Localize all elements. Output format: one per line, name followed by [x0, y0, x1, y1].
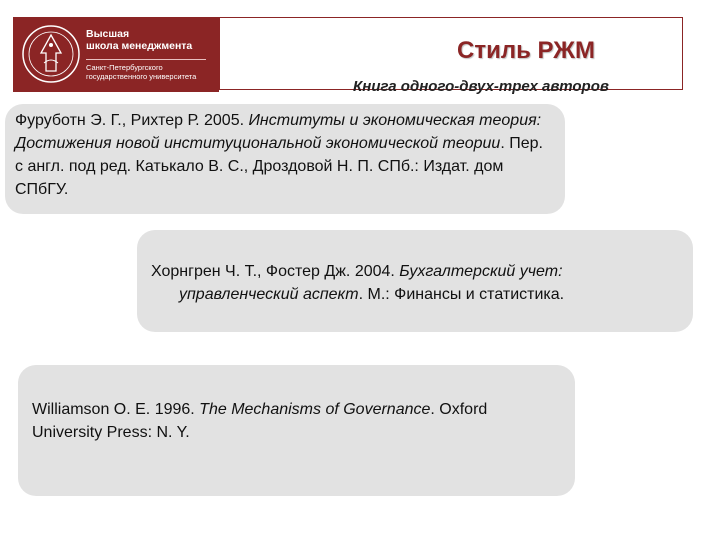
logo-sub-2: государственного университета — [86, 72, 197, 81]
reference-rest: . Пер. с англ. под ред. Катькало В. С., Дроздовой Н. П. СПб.: Издат. дом СПбГУ. — [15, 135, 543, 198]
university-emblem-icon — [20, 23, 82, 85]
header — [219, 17, 683, 95]
reference-card-3 — [18, 365, 575, 496]
reference-card-2 — [137, 230, 693, 332]
logo-sub-1: Санкт-Петербургского — [86, 63, 163, 72]
logo — [13, 17, 219, 92]
reference-authors: Хорнгрен Ч. Т., Фостер Дж. 2004. — [151, 263, 400, 280]
reference-rest: . Oxford University Press: N. Y. — [32, 401, 488, 441]
reference-title: Бухгалтерский учет: управленческий аспект — [179, 263, 563, 303]
reference-authors: Williamson O. E. 1996. — [32, 401, 200, 418]
logo-line-1: Высшая — [86, 28, 130, 40]
logo-divider — [86, 59, 206, 60]
logo-line-2: школа менеджмента — [86, 40, 193, 52]
reference-authors: Фуруботн Э. Г., Рихтер Р. 2005. — [15, 112, 249, 129]
reference-title: Институты и экономическая теория: Достижения новой институциональной экономической теории — [15, 112, 542, 152]
reference-card-1 — [5, 104, 565, 214]
reference-title: The Mechanisms of Governance — [199, 401, 431, 418]
reference-rest: . М.: Финансы и статистика. — [358, 286, 565, 303]
page-title: Стиль РЖМ — [457, 37, 595, 64]
page-subtitle: Книга одного-двух-трех авторов — [353, 78, 609, 95]
